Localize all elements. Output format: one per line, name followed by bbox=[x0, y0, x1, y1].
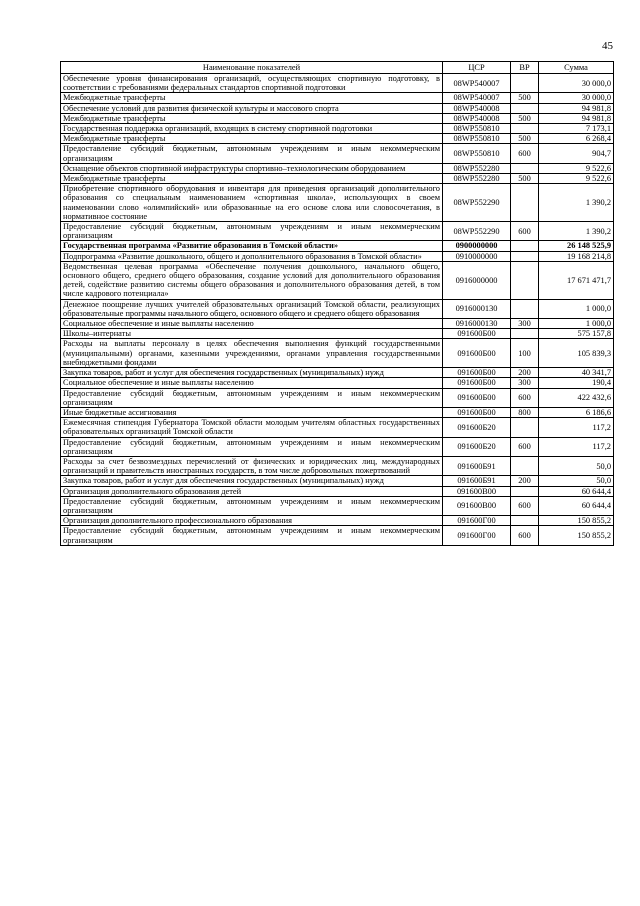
row-csr: 0910000000 bbox=[443, 251, 511, 261]
row-vr: 300 bbox=[511, 378, 539, 388]
row-csr: 08WP540007 bbox=[443, 74, 511, 93]
row-vr: 600 bbox=[511, 496, 539, 515]
table-row bbox=[61, 456, 614, 475]
row-vr bbox=[511, 486, 539, 496]
row-name: Организация дополнительного профессионального образования bbox=[61, 516, 443, 526]
row-name: Социальное обеспечение и иные выплаты населению bbox=[61, 319, 443, 329]
row-sum: 17 671 471,7 bbox=[539, 261, 614, 299]
row-vr bbox=[511, 124, 539, 134]
table-row bbox=[61, 516, 614, 526]
row-vr bbox=[511, 74, 539, 93]
row-name: Межбюджетные трансферты bbox=[61, 174, 443, 184]
table-row bbox=[61, 407, 614, 417]
row-name: Приобретение спортивного оборудования и инвентаря для приведения организаций дополнительного образования со специальным наименованием «спортивная школа», использующих в своем наименовании слово «олимпийский» или образованные на его основе слова или словосочетания, в нормативное состояние bbox=[61, 184, 443, 222]
row-name: Предоставление субсидий бюджетным, автономным учреждениям и иным некоммерческим организациям bbox=[61, 496, 443, 515]
row-vr: 800 bbox=[511, 407, 539, 417]
row-sum: 94 981,8 bbox=[539, 103, 614, 113]
table-header-row bbox=[61, 62, 614, 74]
row-csr: 08WP550810 bbox=[443, 124, 511, 134]
row-name: Закупка товаров, работ и услуг для обеспечения государственных (муниципальных) нужд bbox=[61, 476, 443, 486]
row-name: Школы–интернаты bbox=[61, 329, 443, 339]
table-row bbox=[61, 418, 614, 437]
row-sum: 7 173,1 bbox=[539, 124, 614, 134]
page-number: 45 bbox=[602, 40, 613, 52]
table-row bbox=[61, 261, 614, 299]
table-row bbox=[61, 388, 614, 407]
header-sum: Сумма bbox=[539, 62, 614, 74]
table-row bbox=[61, 319, 614, 329]
row-name: Ежемесячная стипендия Губернатора Томской области молодым учителям областных государственных образовательных организаций Томской области bbox=[61, 418, 443, 437]
row-csr: 08WP540008 bbox=[443, 103, 511, 113]
row-csr: 091600В00 bbox=[443, 486, 511, 496]
table-row bbox=[61, 103, 614, 113]
row-csr: 091600Г00 bbox=[443, 516, 511, 526]
row-vr bbox=[511, 261, 539, 299]
row-name: Социальное обеспечение и иные выплаты населению bbox=[61, 378, 443, 388]
row-name: Ведомственная целевая программа «Обеспечение получения дошкольного, начального общего, основного общего, среднего общего образования, создание условий для дополнительного образования детей, содействие развитию системы общего образования и дополнительного образования детей, в том числе кадрового потенциала» bbox=[61, 261, 443, 299]
row-sum: 60 644,4 bbox=[539, 496, 614, 515]
row-sum: 904,7 bbox=[539, 144, 614, 163]
row-name: Предоставление субсидий бюджетным, автономным учреждениям и иным некоммерческим организациям bbox=[61, 526, 443, 545]
row-vr bbox=[511, 299, 539, 318]
row-vr bbox=[511, 456, 539, 475]
table-row bbox=[61, 299, 614, 318]
row-csr: 0900000000 bbox=[443, 241, 511, 251]
row-vr: 600 bbox=[511, 144, 539, 163]
row-vr bbox=[511, 251, 539, 261]
row-sum: 30 000,0 bbox=[539, 74, 614, 93]
row-csr: 091600Б00 bbox=[443, 378, 511, 388]
row-name: Предоставление субсидий бюджетным, автономным учреждениям и иным некоммерческим организациям bbox=[61, 144, 443, 163]
table-row bbox=[61, 526, 614, 545]
table-row bbox=[61, 329, 614, 339]
row-csr: 08WP552280 bbox=[443, 163, 511, 173]
row-vr bbox=[511, 241, 539, 251]
row-vr: 600 bbox=[511, 388, 539, 407]
table-row bbox=[61, 174, 614, 184]
row-vr bbox=[511, 163, 539, 173]
row-csr: 0916000130 bbox=[443, 299, 511, 318]
row-name: Предоставление субсидий бюджетным, автономным учреждениям и иным некоммерческим организациям bbox=[61, 222, 443, 241]
table-row bbox=[61, 496, 614, 515]
row-csr: 091600Б00 bbox=[443, 388, 511, 407]
row-csr: 091600Б91 bbox=[443, 476, 511, 486]
table-row bbox=[61, 93, 614, 103]
row-name: Подпрограмма «Развитие дошкольного, общего и дополнительного образования в Томской области» bbox=[61, 251, 443, 261]
row-csr: 091600Б91 bbox=[443, 456, 511, 475]
row-sum: 117,2 bbox=[539, 437, 614, 456]
table-row bbox=[61, 134, 614, 144]
row-sum: 1 390,2 bbox=[539, 222, 614, 241]
row-sum: 50,0 bbox=[539, 456, 614, 475]
row-csr: 0916000000 bbox=[443, 261, 511, 299]
row-sum: 575 157,8 bbox=[539, 329, 614, 339]
row-name: Межбюджетные трансферты bbox=[61, 113, 443, 123]
row-sum: 6 186,6 bbox=[539, 407, 614, 417]
header-vr: ВР bbox=[511, 62, 539, 74]
row-vr: 100 bbox=[511, 339, 539, 368]
row-vr: 600 bbox=[511, 526, 539, 545]
row-vr bbox=[511, 184, 539, 222]
row-csr: 08WP552290 bbox=[443, 184, 511, 222]
row-name: Денежное поощрение лучших учителей образовательных организаций Томской области, реализующих образовательные программы начального общего, основного общего и среднего общего образования bbox=[61, 299, 443, 318]
row-sum: 40 341,7 bbox=[539, 368, 614, 378]
row-csr: 091600Б00 bbox=[443, 329, 511, 339]
row-name: Закупка товаров, работ и услуг для обеспечения государственных (муниципальных) нужд bbox=[61, 368, 443, 378]
row-name: Предоставление субсидий бюджетным, автономным учреждениям и иным некоммерческим организациям bbox=[61, 388, 443, 407]
row-sum: 30 000,0 bbox=[539, 93, 614, 103]
row-csr: 091600Г00 bbox=[443, 526, 511, 545]
row-csr: 08WP550810 bbox=[443, 144, 511, 163]
table-body bbox=[61, 74, 614, 546]
row-sum: 1 000,0 bbox=[539, 299, 614, 318]
row-vr: 600 bbox=[511, 437, 539, 456]
row-csr: 091600Б00 bbox=[443, 407, 511, 417]
row-sum: 6 268,4 bbox=[539, 134, 614, 144]
table-row bbox=[61, 251, 614, 261]
row-name: Государственная программа «Развитие образования в Томской области» bbox=[61, 241, 443, 251]
row-sum: 60 644,4 bbox=[539, 486, 614, 496]
table-row bbox=[61, 222, 614, 241]
header-name: Наименование показателей bbox=[61, 62, 443, 74]
row-sum: 1 390,2 bbox=[539, 184, 614, 222]
row-name: Предоставление субсидий бюджетным, автономным учреждениям и иным некоммерческим организациям bbox=[61, 437, 443, 456]
row-vr: 200 bbox=[511, 476, 539, 486]
row-vr: 500 bbox=[511, 174, 539, 184]
row-csr: 091600В00 bbox=[443, 496, 511, 515]
row-name: Оснащение объектов спортивной инфраструктуры спортивно–технологическим оборудованием bbox=[61, 163, 443, 173]
row-sum: 190,4 bbox=[539, 378, 614, 388]
table-row bbox=[61, 241, 614, 251]
row-csr: 08WP540007 bbox=[443, 93, 511, 103]
table-row bbox=[61, 184, 614, 222]
row-csr: 091600Б20 bbox=[443, 418, 511, 437]
row-sum: 105 839,3 bbox=[539, 339, 614, 368]
row-sum: 150 855,2 bbox=[539, 526, 614, 545]
row-vr: 500 bbox=[511, 134, 539, 144]
row-sum: 422 432,6 bbox=[539, 388, 614, 407]
table-row bbox=[61, 339, 614, 368]
row-sum: 150 855,2 bbox=[539, 516, 614, 526]
table-row bbox=[61, 144, 614, 163]
row-vr: 600 bbox=[511, 222, 539, 241]
row-csr: 08WP552280 bbox=[443, 174, 511, 184]
header-csr: ЦСР bbox=[443, 62, 511, 74]
table-row bbox=[61, 476, 614, 486]
table-row bbox=[61, 486, 614, 496]
row-vr bbox=[511, 418, 539, 437]
row-vr: 500 bbox=[511, 93, 539, 103]
row-name: Межбюджетные трансферты bbox=[61, 93, 443, 103]
row-vr: 500 bbox=[511, 113, 539, 123]
row-name: Обеспечение уровня финансирования организаций, осуществляющих спортивную подготовку, в соответствии с требованиями федеральных стандартов спортивной подготовки bbox=[61, 74, 443, 93]
table-row bbox=[61, 113, 614, 123]
table-row bbox=[61, 124, 614, 134]
row-vr: 300 bbox=[511, 319, 539, 329]
row-csr: 091600Б00 bbox=[443, 368, 511, 378]
row-sum: 117,2 bbox=[539, 418, 614, 437]
row-name: Иные бюджетные ассигнования bbox=[61, 407, 443, 417]
row-vr: 200 bbox=[511, 368, 539, 378]
row-sum: 26 148 525,9 bbox=[539, 241, 614, 251]
row-sum: 1 000,0 bbox=[539, 319, 614, 329]
row-csr: 08WP540008 bbox=[443, 113, 511, 123]
row-name: Обеспечение условий для развития физической культуры и массового спорта bbox=[61, 103, 443, 113]
row-name: Межбюджетные трансферты bbox=[61, 134, 443, 144]
row-vr bbox=[511, 103, 539, 113]
row-csr: 08WP552290 bbox=[443, 222, 511, 241]
row-sum: 9 522,6 bbox=[539, 174, 614, 184]
table-row bbox=[61, 378, 614, 388]
row-csr: 0916000130 bbox=[443, 319, 511, 329]
row-csr: 08WP550810 bbox=[443, 134, 511, 144]
table-row bbox=[61, 163, 614, 173]
row-name: Расходы на выплаты персоналу в целях обеспечения выполнения функций государственными (муниципальными) органами, казенными учреждениями, органами управления государственными внебюджетными фондами bbox=[61, 339, 443, 368]
row-vr bbox=[511, 329, 539, 339]
row-sum: 19 168 214,8 bbox=[539, 251, 614, 261]
row-vr bbox=[511, 516, 539, 526]
row-name: Государственная поддержка организаций, входящих в систему спортивной подготовки bbox=[61, 124, 443, 134]
row-csr: 091600Б00 bbox=[443, 339, 511, 368]
table-row bbox=[61, 368, 614, 378]
row-name: Организация дополнительного образования детей bbox=[61, 486, 443, 496]
budget-table bbox=[60, 61, 614, 546]
table-row bbox=[61, 437, 614, 456]
table-row bbox=[61, 74, 614, 93]
row-sum: 94 981,8 bbox=[539, 113, 614, 123]
row-csr: 091600Б20 bbox=[443, 437, 511, 456]
row-sum: 50,0 bbox=[539, 476, 614, 486]
row-sum: 9 522,6 bbox=[539, 163, 614, 173]
row-name: Расходы за счет безвозмездных перечислений от физических и юридических лиц, международных организаций и правительств иностранных государств, в том числе добровольных пожертвований bbox=[61, 456, 443, 475]
